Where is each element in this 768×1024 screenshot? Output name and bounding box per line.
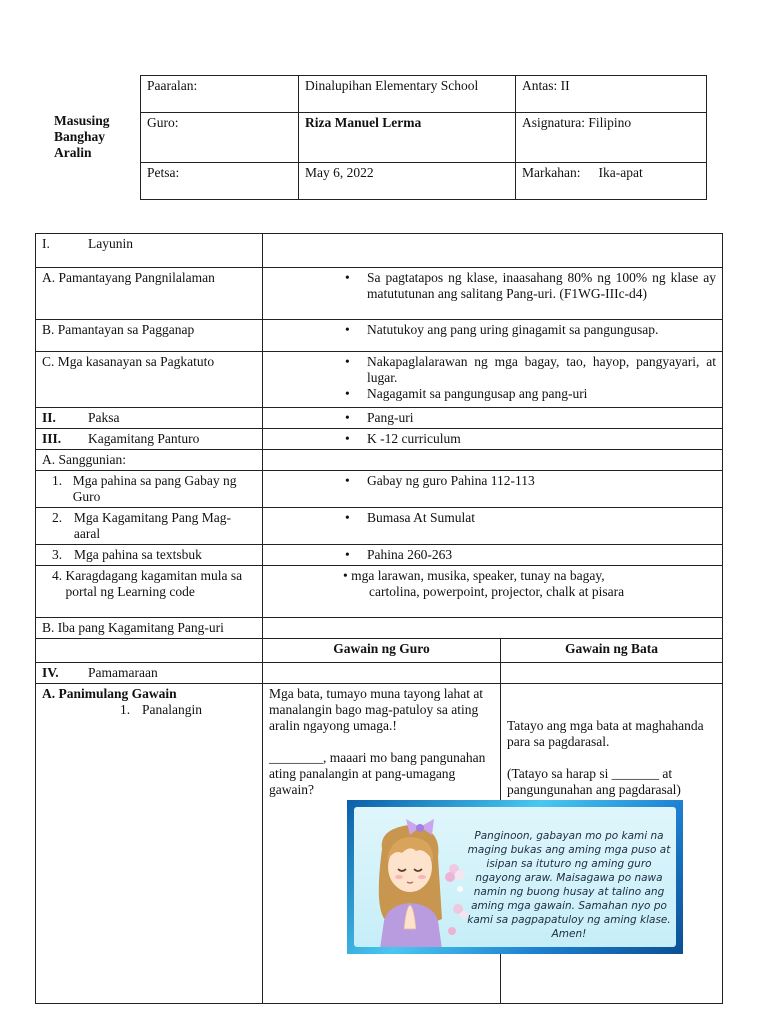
sanggunian-1-text: Mga pahina sa pang Gabay ng Guro [72,473,237,504]
guro-value: Riza Manuel Lerma [299,113,516,163]
title-line-1: Masusing [54,113,110,128]
kasanayan-text-2: • Nagagamit sa pangungusap ang pang-uri [339,386,716,402]
sanggunian-4-value-cell [263,566,723,618]
pamantayan-pagganap-text: • Natutukoy ang pang uring ginagamit sa pangungusap. [339,322,716,338]
sanggunian-value [263,450,723,471]
sanggunian-1-value: • Gabay ng guro Pahina 112-113 [339,473,716,489]
pamantayang-pangnilalaman-label: A. Pamantayang Pangnilalaman [36,268,263,320]
paksa-row-label [36,408,263,429]
pamamaraan-row-label [36,663,263,684]
panalangin-label: Panalangin [142,702,202,717]
praying-girl-illustration [354,809,474,947]
sanggunian-4-text: Karagdagang kagamitan mula sa portal ng Learning code [65,568,243,599]
sanggunian-2-value: • Bumasa At Sumulat [339,510,716,526]
title-line-3: Aralin [54,145,92,160]
pamantayang-pangnilalaman-value [263,268,723,320]
paksa-label: Paksa [88,410,120,425]
sanggunian-2-number: 2. [52,510,63,525]
asignatura-cell: Asignatura: Filipino [516,113,707,163]
pamantayan-pagganap-value [263,320,723,352]
layunin-number: I. [42,236,50,251]
panimulang-gawain-label: A. Panimulang Gawain [42,686,177,701]
petsa-label: Petsa: [141,163,299,200]
sanggunian-3-value: • Pahina 260-263 [339,547,716,563]
guro-label: Guro: [141,113,299,163]
kagamitan-number: III. [42,431,62,446]
pamantayang-pangnilalaman-text: • Sa pagtatapos ng klase, inaasahang 80% ng 100% ng klase ay matututunan ang salitang Pang-uri. (F1WG-IIIc-d4) [339,270,716,302]
title-line-2: Banghay [54,129,106,144]
antas-cell: Antas: II [516,76,707,113]
kasanayan-value [263,352,723,408]
kasanayan-label: C. Mga kasanayan sa Pagkatuto [36,352,263,408]
markahan-cell [516,163,707,200]
bata-response-2: (Tatayo sa harap si _______ at pangungunahan ang pagdarasal) [507,766,681,797]
sanggunian-2-value-cell [263,508,723,545]
kasanayan-text-1: • Nakapaglalarawan ng mga bagay, tao, hayop, pangyayari, at lugar. [339,354,716,386]
prayer-text: Panginoon, gabayan mo po kami na maging bukas ang aming mga puso at isipan sa ituturo ng aming guro ngayong araw. Maisagawa po nawa namin ng buong husay at talino ang aming mga gawain. Samahan nyo po kami sa pagpapatuloy ng aming klase. Amen! [467,830,671,940]
sanggunian-3-value-cell [263,545,723,566]
markahan-value: Ika-apat [598,165,643,180]
iba-pang-kagamitan-value [263,618,723,639]
sanggunian-4-label [36,566,263,618]
pamamaraan-guro [263,663,501,684]
pamamaraan-label: Pamamaraan [88,665,158,680]
kagamitan-label: Kagamitang Panturo [88,431,200,446]
pamamaraan-number: IV. [42,665,59,680]
paaralan-label: Paaralan: [141,76,299,113]
sanggunian-1-value-cell [263,471,723,508]
sanggunian-4-value-1: • mga larawan, musika, speaker, tunay na bagay, [343,568,605,583]
sanggunian-4-value-2: cartolina, powerpoint, projector, chalk at pisara [369,584,625,599]
layunin-row-label [36,234,263,268]
panalangin-number: 1. [120,702,131,717]
sanggunian-label: A. Sanggunian: [36,450,263,471]
layunin-value [263,234,723,268]
paksa-value: • Pang-uri [339,410,716,426]
paaralan-value: Dinalupihan Elementary School [299,76,516,113]
column-header-gawain-bata: Gawain ng Bata [501,639,723,663]
prayer-card-image [347,800,683,954]
kagamitan-row-label [36,429,263,450]
column-header-blank [36,639,263,663]
sanggunian-3-text: Mga pahina sa textsbuk [74,547,202,562]
kagamitan-value-cell [263,429,723,450]
iba-pang-kagamitan-label: B. Iba pang Kagamitang Pang-uri [36,618,263,639]
document-title [54,113,134,161]
sanggunian-4-number: 4. [52,568,63,583]
sanggunian-2-label [36,508,263,545]
sanggunian-3-label [36,545,263,566]
pamamaraan-bata [501,663,723,684]
paksa-number: II. [42,410,56,425]
sanggunian-1-label [36,471,263,508]
petsa-value: May 6, 2022 [299,163,516,200]
column-header-gawain-guro: Gawain ng Guro [263,639,501,663]
panimulang-gawain-cell [36,684,263,1004]
kagamitan-value: • K -12 curriculum [339,431,716,447]
markahan-label: Markahan: [522,165,581,180]
paksa-value-cell [263,408,723,429]
header-table [140,75,707,200]
sanggunian-2-text: Mga Kagamitang Pang Mag-aaral [73,510,231,541]
layunin-label: Layunin [88,236,133,251]
bata-response-1: Tatayo ang mga bata at maghahanda para sa pagdarasal. [507,718,704,749]
pamantayan-pagganap-label: B. Pamantayan sa Pagganap [36,320,263,352]
guro-instruction-2: ________, maaari mo bang pangunahan ating panalangin at pang-umagang gawain? [269,750,486,797]
sanggunian-1-number: 1. [52,473,63,488]
prayer-card-panel [354,807,676,947]
guro-instruction-1: Mga bata, tumayo muna tayong lahat at manalangin bago mag-patuloy sa ating aralin ngayong umaga.! [269,686,484,733]
sanggunian-3-number: 3. [52,547,63,562]
